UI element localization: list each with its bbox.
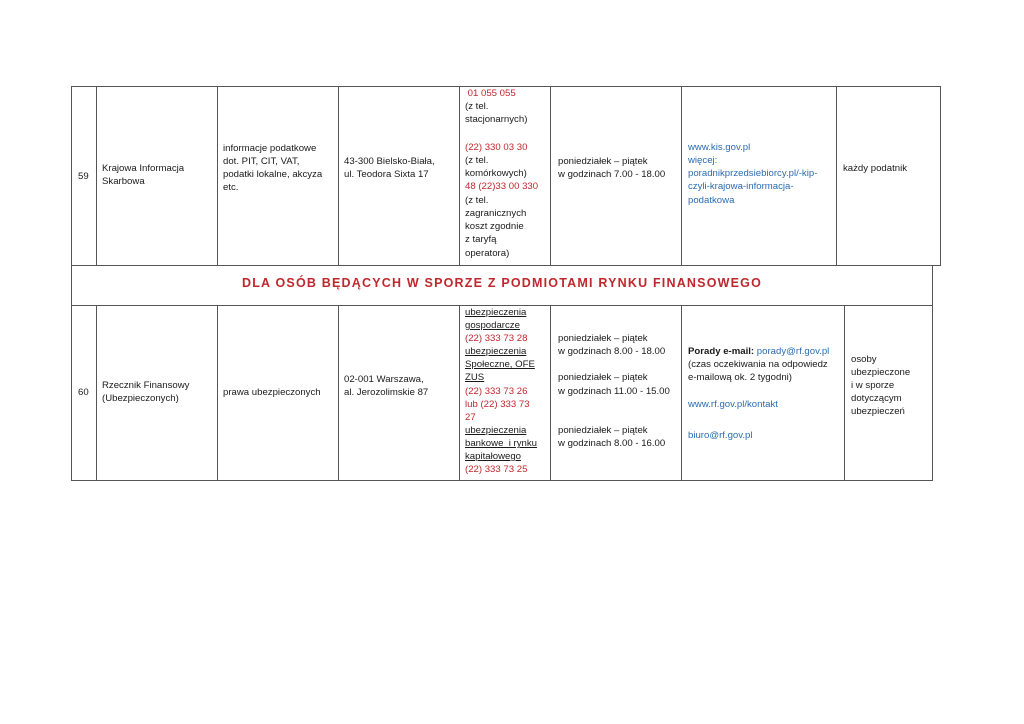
- phone-category: gospodarcze: [465, 320, 520, 331]
- phone-category: ubezpieczenia: [465, 307, 527, 318]
- email-note: (czas oczekiwania na odpowiedz: [688, 359, 828, 370]
- phone-number[interactable]: lub (22) 333 73: [465, 399, 530, 410]
- email-note: e-mailową ok. 2 tygodni): [688, 372, 792, 383]
- more-info-link[interactable]: czyli-krajowa-informacja-: [688, 181, 794, 192]
- phone-note: (z tel.: [465, 195, 489, 206]
- address: 43-300 Bielsko-Biała,: [344, 156, 435, 167]
- email-link[interactable]: porady@rf.gov.pl: [756, 346, 830, 357]
- phone-note: zagranicznych: [465, 208, 527, 219]
- phone-number[interactable]: (22) 333 73 28: [465, 333, 528, 344]
- border-row59-top: [71, 86, 940, 87]
- contact-email-line: [688, 346, 829, 359]
- border-row60-bottom: [71, 480, 933, 481]
- hours: poniedziałek – piątek: [558, 156, 648, 167]
- phone-note: operatora): [465, 248, 510, 259]
- phone-note: stacjonarnych): [465, 114, 528, 125]
- recipients: dotyczącym: [851, 393, 902, 404]
- border-section-bottom: [71, 305, 933, 306]
- phone-category: kapitałowego: [465, 451, 522, 462]
- recipients: ubezpieczone: [851, 367, 911, 378]
- hours: poniedziałek – piątek: [558, 425, 648, 436]
- border-v: [338, 305, 339, 480]
- hours: w godzinach 11.00 - 15.00: [558, 386, 670, 397]
- phone-number[interactable]: (22) 333 73 25: [465, 464, 528, 475]
- border-v: [550, 305, 551, 480]
- scope-text: informacje podatkowe: [223, 143, 317, 154]
- website-link[interactable]: www.rf.gov.pl/kontakt: [688, 399, 778, 410]
- scope-text: podatki lokalne, akcyza: [223, 169, 323, 180]
- row-number: 60: [78, 387, 89, 398]
- phone-note: (z tel.: [465, 155, 489, 166]
- more-info-link[interactable]: poradnikprzedsiebiorcy.pl/-kip-: [688, 168, 818, 179]
- phone-note: z taryfą: [465, 234, 497, 245]
- institution-name: (Ubezpieczonych): [102, 393, 179, 404]
- phone-number[interactable]: (22) 333 73 26: [465, 386, 528, 397]
- website-link[interactable]: www.kis.gov.pl: [688, 142, 751, 153]
- address: 02-001 Warszawa,: [344, 374, 424, 385]
- hours: w godzinach 7.00 - 18.00: [558, 169, 666, 180]
- phone-number[interactable]: 48 (22)33 00 330: [465, 181, 539, 192]
- border-v: [217, 305, 218, 480]
- border-v: [836, 86, 837, 266]
- phone-number[interactable]: 01 055 055: [465, 88, 516, 99]
- row-number: 59: [78, 171, 89, 182]
- phone-category: ubezpieczenia: [465, 346, 527, 357]
- border-v: [459, 305, 460, 480]
- recipients: każdy podatnik: [843, 163, 907, 174]
- recipients: i w sporze: [851, 380, 895, 391]
- border-v: [338, 86, 339, 266]
- hours: w godzinach 8.00 - 18.00: [558, 346, 666, 357]
- border-v: [940, 86, 941, 266]
- border-v: [681, 305, 682, 480]
- phone-number[interactable]: 27: [465, 412, 476, 423]
- phone-category: Społeczne, OFE: [465, 359, 535, 370]
- section-title: DLA OSÓB BĘDĄCYCH W SPORZE Z PODMIOTAMI RYNKU FINANSOWEGO: [241, 276, 763, 290]
- scope-text: dot. PIT, CIT, VAT,: [223, 156, 300, 167]
- more-info-link[interactable]: podatkowa: [688, 195, 735, 206]
- scope-text: prawa ubezpieczonych: [223, 387, 321, 398]
- border-v: [844, 305, 845, 480]
- phone-note: komórkowych): [465, 168, 527, 179]
- border-row59-bottom: [71, 265, 940, 266]
- hours: poniedziałek – piątek: [558, 372, 648, 383]
- phone-note: (z tel.: [465, 101, 489, 112]
- border-v: [96, 305, 97, 480]
- recipients: osoby: [851, 354, 877, 365]
- border-v: [96, 86, 97, 266]
- institution-name: Skarbowa: [102, 176, 145, 187]
- phone-note: koszt zgodnie: [465, 221, 524, 232]
- email-label: Porady e-mail:: [688, 346, 755, 357]
- border-v: [932, 265, 933, 480]
- hours: poniedziałek – piątek: [558, 333, 648, 344]
- scope-text: etc.: [223, 182, 239, 193]
- recipients: ubezpieczeń: [851, 406, 905, 417]
- institution-name: Krajowa Informacja: [102, 163, 185, 174]
- address: ul. Teodora Sixta 17: [344, 169, 429, 180]
- hours: w godzinach 8.00 - 16.00: [558, 438, 666, 449]
- border-v: [550, 86, 551, 266]
- phone-category: ubezpieczenia: [465, 425, 527, 436]
- phone-number[interactable]: (22) 330 03 30: [465, 142, 528, 153]
- border-v: [681, 86, 682, 266]
- address: al. Jerozolimskie 87: [344, 387, 429, 398]
- institution-name: Rzecznik Finansowy: [102, 380, 190, 391]
- border-v: [459, 86, 460, 266]
- office-email-link[interactable]: biuro@rf.gov.pl: [688, 430, 753, 441]
- phone-category: ZUS: [465, 372, 485, 383]
- border-v: [217, 86, 218, 266]
- phone-category: bankowe i rynku: [465, 438, 537, 449]
- more-info-label: więcej:: [688, 155, 718, 166]
